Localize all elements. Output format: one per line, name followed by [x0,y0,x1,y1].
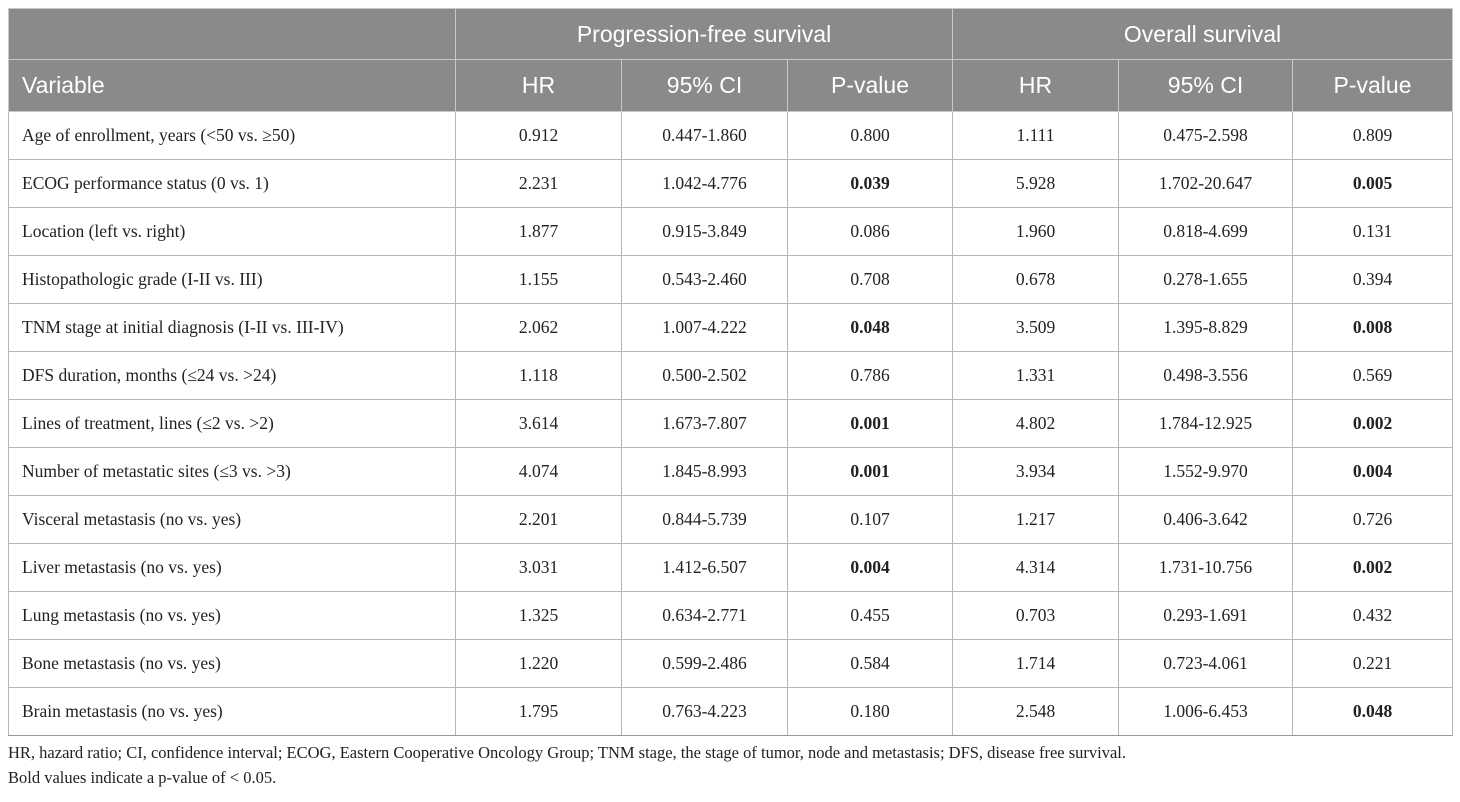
cell-pfs-hr: 1.877 [456,208,622,256]
cell-os-p: 0.008 [1293,304,1453,352]
cell-os-p: 0.809 [1293,112,1453,160]
row-variable: Histopathologic grade (I-II vs. III) [9,256,456,304]
cell-os-ci: 1.702-20.647 [1119,160,1293,208]
cell-os-p: 0.131 [1293,208,1453,256]
row-variable: Location (left vs. right) [9,208,456,256]
cell-os-ci: 0.406-3.642 [1119,496,1293,544]
row-variable: TNM stage at initial diagnosis (I-II vs. III-IV) [9,304,456,352]
cell-os-hr: 4.314 [953,544,1119,592]
table-body [9,112,1453,736]
column-header-os-hr: HR [953,60,1119,112]
cell-pfs-p: 0.107 [788,496,953,544]
table-footnotes [8,740,1452,790]
table-row [9,400,1453,448]
row-variable: Bone metastasis (no vs. yes) [9,640,456,688]
header-group-empty [9,9,456,60]
cell-pfs-ci: 1.007-4.222 [622,304,788,352]
cell-os-ci: 0.498-3.556 [1119,352,1293,400]
cell-pfs-ci: 0.447-1.860 [622,112,788,160]
cell-pfs-ci: 0.915-3.849 [622,208,788,256]
column-header-pfs-hr: HR [456,60,622,112]
cell-pfs-ci: 0.543-2.460 [622,256,788,304]
row-variable: Brain metastasis (no vs. yes) [9,688,456,736]
survival-analysis-table [8,8,1453,736]
cell-pfs-ci: 0.500-2.502 [622,352,788,400]
cell-os-ci: 1.731-10.756 [1119,544,1293,592]
cell-pfs-hr: 0.912 [456,112,622,160]
footnote-abbreviations: HR, hazard ratio; CI, confidence interval; ECOG, Eastern Cooperative Oncology Group; TNM stage, the stage of tumor, node and metastasis; DFS, disease free survival. [8,743,1126,762]
cell-os-p: 0.432 [1293,592,1453,640]
cell-pfs-hr: 1.220 [456,640,622,688]
header-group-pfs: Progression-free survival [456,9,953,60]
cell-os-hr: 0.678 [953,256,1119,304]
column-header-os-ci: 95% CI [1119,60,1293,112]
cell-pfs-hr: 4.074 [456,448,622,496]
row-variable: Liver metastasis (no vs. yes) [9,544,456,592]
table-row [9,112,1453,160]
cell-pfs-ci: 1.845-8.993 [622,448,788,496]
cell-os-hr: 3.509 [953,304,1119,352]
cell-pfs-hr: 2.062 [456,304,622,352]
cell-os-p: 0.394 [1293,256,1453,304]
cell-pfs-ci: 1.673-7.807 [622,400,788,448]
table-row [9,160,1453,208]
table-row [9,640,1453,688]
cell-os-p: 0.726 [1293,496,1453,544]
cell-pfs-p: 0.786 [788,352,953,400]
table-container [8,8,1452,790]
cell-pfs-p: 0.708 [788,256,953,304]
cell-os-p: 0.002 [1293,400,1453,448]
cell-pfs-hr: 3.614 [456,400,622,448]
cell-pfs-ci: 0.634-2.771 [622,592,788,640]
cell-os-ci: 1.395-8.829 [1119,304,1293,352]
table-row [9,352,1453,400]
row-variable: Number of metastatic sites (≤3 vs. >3) [9,448,456,496]
column-header-os-p: P-value [1293,60,1453,112]
footnote-bold-note: Bold values indicate a p-value of < 0.05. [8,768,277,787]
cell-os-hr: 5.928 [953,160,1119,208]
cell-pfs-p: 0.048 [788,304,953,352]
cell-pfs-p: 0.455 [788,592,953,640]
cell-os-hr: 1.331 [953,352,1119,400]
cell-pfs-ci: 1.042-4.776 [622,160,788,208]
cell-os-ci: 1.552-9.970 [1119,448,1293,496]
cell-pfs-hr: 1.795 [456,688,622,736]
cell-os-ci: 0.723-4.061 [1119,640,1293,688]
cell-pfs-hr: 3.031 [456,544,622,592]
cell-pfs-ci: 0.763-4.223 [622,688,788,736]
cell-os-hr: 1.960 [953,208,1119,256]
cell-pfs-p: 0.039 [788,160,953,208]
cell-os-hr: 2.548 [953,688,1119,736]
cell-os-hr: 0.703 [953,592,1119,640]
cell-pfs-p: 0.584 [788,640,953,688]
table-row [9,688,1453,736]
cell-pfs-ci: 0.599-2.486 [622,640,788,688]
cell-pfs-hr: 1.118 [456,352,622,400]
cell-pfs-p: 0.001 [788,400,953,448]
cell-os-hr: 3.934 [953,448,1119,496]
column-header-pfs-ci: 95% CI [622,60,788,112]
cell-pfs-hr: 2.231 [456,160,622,208]
cell-os-p: 0.048 [1293,688,1453,736]
cell-os-p: 0.221 [1293,640,1453,688]
table-row [9,592,1453,640]
header-group-os: Overall survival [953,9,1453,60]
cell-os-hr: 4.802 [953,400,1119,448]
cell-os-p: 0.004 [1293,448,1453,496]
cell-os-p: 0.569 [1293,352,1453,400]
cell-os-ci: 0.475-2.598 [1119,112,1293,160]
column-header-variable: Variable [9,60,456,112]
cell-os-ci: 1.006-6.453 [1119,688,1293,736]
cell-os-hr: 1.217 [953,496,1119,544]
row-variable: Lung metastasis (no vs. yes) [9,592,456,640]
cell-os-ci: 0.278-1.655 [1119,256,1293,304]
row-variable: ECOG performance status (0 vs. 1) [9,160,456,208]
cell-os-hr: 1.111 [953,112,1119,160]
cell-pfs-hr: 1.325 [456,592,622,640]
table-row [9,496,1453,544]
cell-os-ci: 0.293-1.691 [1119,592,1293,640]
cell-os-hr: 1.714 [953,640,1119,688]
cell-pfs-hr: 2.201 [456,496,622,544]
cell-pfs-p: 0.800 [788,112,953,160]
table-row [9,208,1453,256]
table-row [9,544,1453,592]
table-header [9,9,1453,112]
cell-os-ci: 1.784-12.925 [1119,400,1293,448]
cell-pfs-p: 0.004 [788,544,953,592]
row-variable: DFS duration, months (≤24 vs. >24) [9,352,456,400]
row-variable: Age of enrollment, years (<50 vs. ≥50) [9,112,456,160]
cell-pfs-p: 0.001 [788,448,953,496]
table-row [9,256,1453,304]
header-group-row [9,9,1453,60]
column-header-pfs-p: P-value [788,60,953,112]
row-variable: Visceral metastasis (no vs. yes) [9,496,456,544]
table-row [9,304,1453,352]
cell-pfs-p: 0.086 [788,208,953,256]
table-row [9,448,1453,496]
row-variable: Lines of treatment, lines (≤2 vs. >2) [9,400,456,448]
cell-os-ci: 0.818-4.699 [1119,208,1293,256]
cell-pfs-ci: 0.844-5.739 [622,496,788,544]
cell-pfs-hr: 1.155 [456,256,622,304]
cell-pfs-ci: 1.412-6.507 [622,544,788,592]
cell-pfs-p: 0.180 [788,688,953,736]
cell-os-p: 0.002 [1293,544,1453,592]
header-column-row [9,60,1453,112]
cell-os-p: 0.005 [1293,160,1453,208]
